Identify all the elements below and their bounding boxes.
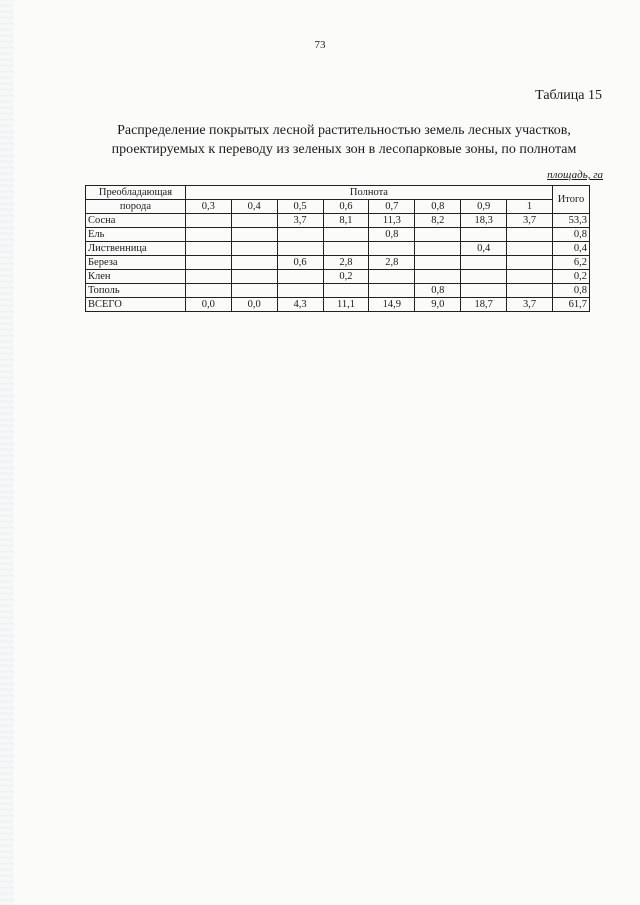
row-cell-density-1	[231, 270, 277, 284]
row-total: 0,2	[552, 270, 589, 284]
row-total: 53,3	[552, 214, 589, 228]
row-cell-density-2	[277, 284, 323, 298]
table-row	[86, 256, 590, 270]
table-row	[86, 228, 590, 242]
row-cell-density-1	[231, 256, 277, 270]
table-label: Таблица 15	[535, 88, 602, 103]
table-body	[86, 214, 590, 312]
row-total: 0,8	[552, 284, 589, 298]
row-cell-density-3: 11,1	[323, 298, 369, 312]
header-density-4: 0,7	[369, 200, 415, 214]
row-cell-density-4: 0,8	[369, 228, 415, 242]
row-species-name: Ель	[86, 228, 186, 242]
row-species-name: ВСЕГО	[86, 298, 186, 312]
row-cell-density-7	[507, 270, 553, 284]
header-total: Итого	[552, 186, 589, 214]
table-title	[84, 121, 604, 159]
row-cell-density-5	[415, 228, 461, 242]
row-cell-density-4: 11,3	[369, 214, 415, 228]
row-species-name: Клен	[86, 270, 186, 284]
header-species-line-1: Преобладающая	[98, 187, 173, 198]
header-species-line-2: порода	[86, 200, 186, 214]
row-cell-density-0	[185, 242, 231, 256]
row-cell-density-6: 18,3	[461, 214, 507, 228]
header-density-7: 1	[507, 200, 553, 214]
header-density-0: 0,3	[185, 200, 231, 214]
units-note: площадь, га	[547, 169, 603, 181]
row-total: 0,8	[552, 228, 589, 242]
row-total: 0,4	[552, 242, 589, 256]
row-cell-density-6: 18,7	[461, 298, 507, 312]
header-density-group: Полнота	[185, 186, 552, 200]
row-cell-density-0	[185, 256, 231, 270]
row-cell-density-4: 2,8	[369, 256, 415, 270]
page-number: 73	[314, 39, 326, 51]
header-row-2	[86, 200, 590, 214]
row-cell-density-3: 0,2	[323, 270, 369, 284]
row-cell-density-2: 0,6	[277, 256, 323, 270]
table-row	[86, 214, 590, 228]
row-cell-density-0: 0,0	[185, 298, 231, 312]
row-cell-density-1	[231, 214, 277, 228]
row-cell-density-2: 3,7	[277, 214, 323, 228]
row-cell-density-4	[369, 284, 415, 298]
row-cell-density-7	[507, 284, 553, 298]
header-density-3: 0,6	[323, 200, 369, 214]
row-cell-density-7: 3,7	[507, 298, 553, 312]
row-cell-density-3	[323, 284, 369, 298]
row-cell-density-7	[507, 242, 553, 256]
row-cell-density-6: 0,4	[461, 242, 507, 256]
header-species	[86, 186, 186, 200]
table-row	[86, 242, 590, 256]
row-cell-density-2: 4,3	[277, 298, 323, 312]
header-density-1: 0,4	[231, 200, 277, 214]
row-total: 6,2	[552, 256, 589, 270]
row-cell-density-3: 2,8	[323, 256, 369, 270]
row-cell-density-0	[185, 228, 231, 242]
header-density-5: 0,8	[415, 200, 461, 214]
row-species-name: Сосна	[86, 214, 186, 228]
row-species-name: Тополь	[86, 284, 186, 298]
row-cell-density-4	[369, 270, 415, 284]
row-cell-density-1: 0,0	[231, 298, 277, 312]
row-cell-density-2	[277, 228, 323, 242]
row-cell-density-6	[461, 228, 507, 242]
row-cell-density-1	[231, 242, 277, 256]
row-cell-density-2	[277, 270, 323, 284]
row-cell-density-7	[507, 228, 553, 242]
row-cell-density-5	[415, 242, 461, 256]
table-row	[86, 270, 590, 284]
row-cell-density-3	[323, 228, 369, 242]
row-cell-density-1	[231, 228, 277, 242]
density-distribution-table	[85, 185, 590, 312]
table-title-line-1: Распределение покрытых лесной растительностью земель лесных участков,	[117, 123, 571, 138]
row-cell-density-5: 0,8	[415, 284, 461, 298]
row-cell-density-6	[461, 284, 507, 298]
row-species-name: Лиственница	[86, 242, 186, 256]
header-density-2: 0,5	[277, 200, 323, 214]
row-cell-density-2	[277, 242, 323, 256]
row-total: 61,7	[552, 298, 589, 312]
row-cell-density-3	[323, 242, 369, 256]
row-cell-density-7: 3,7	[507, 214, 553, 228]
row-cell-density-5	[415, 270, 461, 284]
row-cell-density-5: 8,2	[415, 214, 461, 228]
row-cell-density-4	[369, 242, 415, 256]
header-row-1	[86, 186, 590, 200]
row-cell-density-4: 14,9	[369, 298, 415, 312]
table-row	[86, 298, 590, 312]
table-row	[86, 284, 590, 298]
row-cell-density-0	[185, 270, 231, 284]
header-density-6: 0,9	[461, 200, 507, 214]
row-cell-density-5	[415, 256, 461, 270]
table-title-line-2: проектируемых к переводу из зеленых зон в лесопарковые зоны, по полнотам	[111, 142, 577, 157]
row-cell-density-0	[185, 214, 231, 228]
row-cell-density-6	[461, 256, 507, 270]
row-cell-density-0	[185, 284, 231, 298]
scan-edge	[0, 0, 14, 905]
row-cell-density-7	[507, 256, 553, 270]
row-cell-density-6	[461, 270, 507, 284]
row-cell-density-1	[231, 284, 277, 298]
row-species-name: Береза	[86, 256, 186, 270]
row-cell-density-3: 8,1	[323, 214, 369, 228]
row-cell-density-5: 9,0	[415, 298, 461, 312]
